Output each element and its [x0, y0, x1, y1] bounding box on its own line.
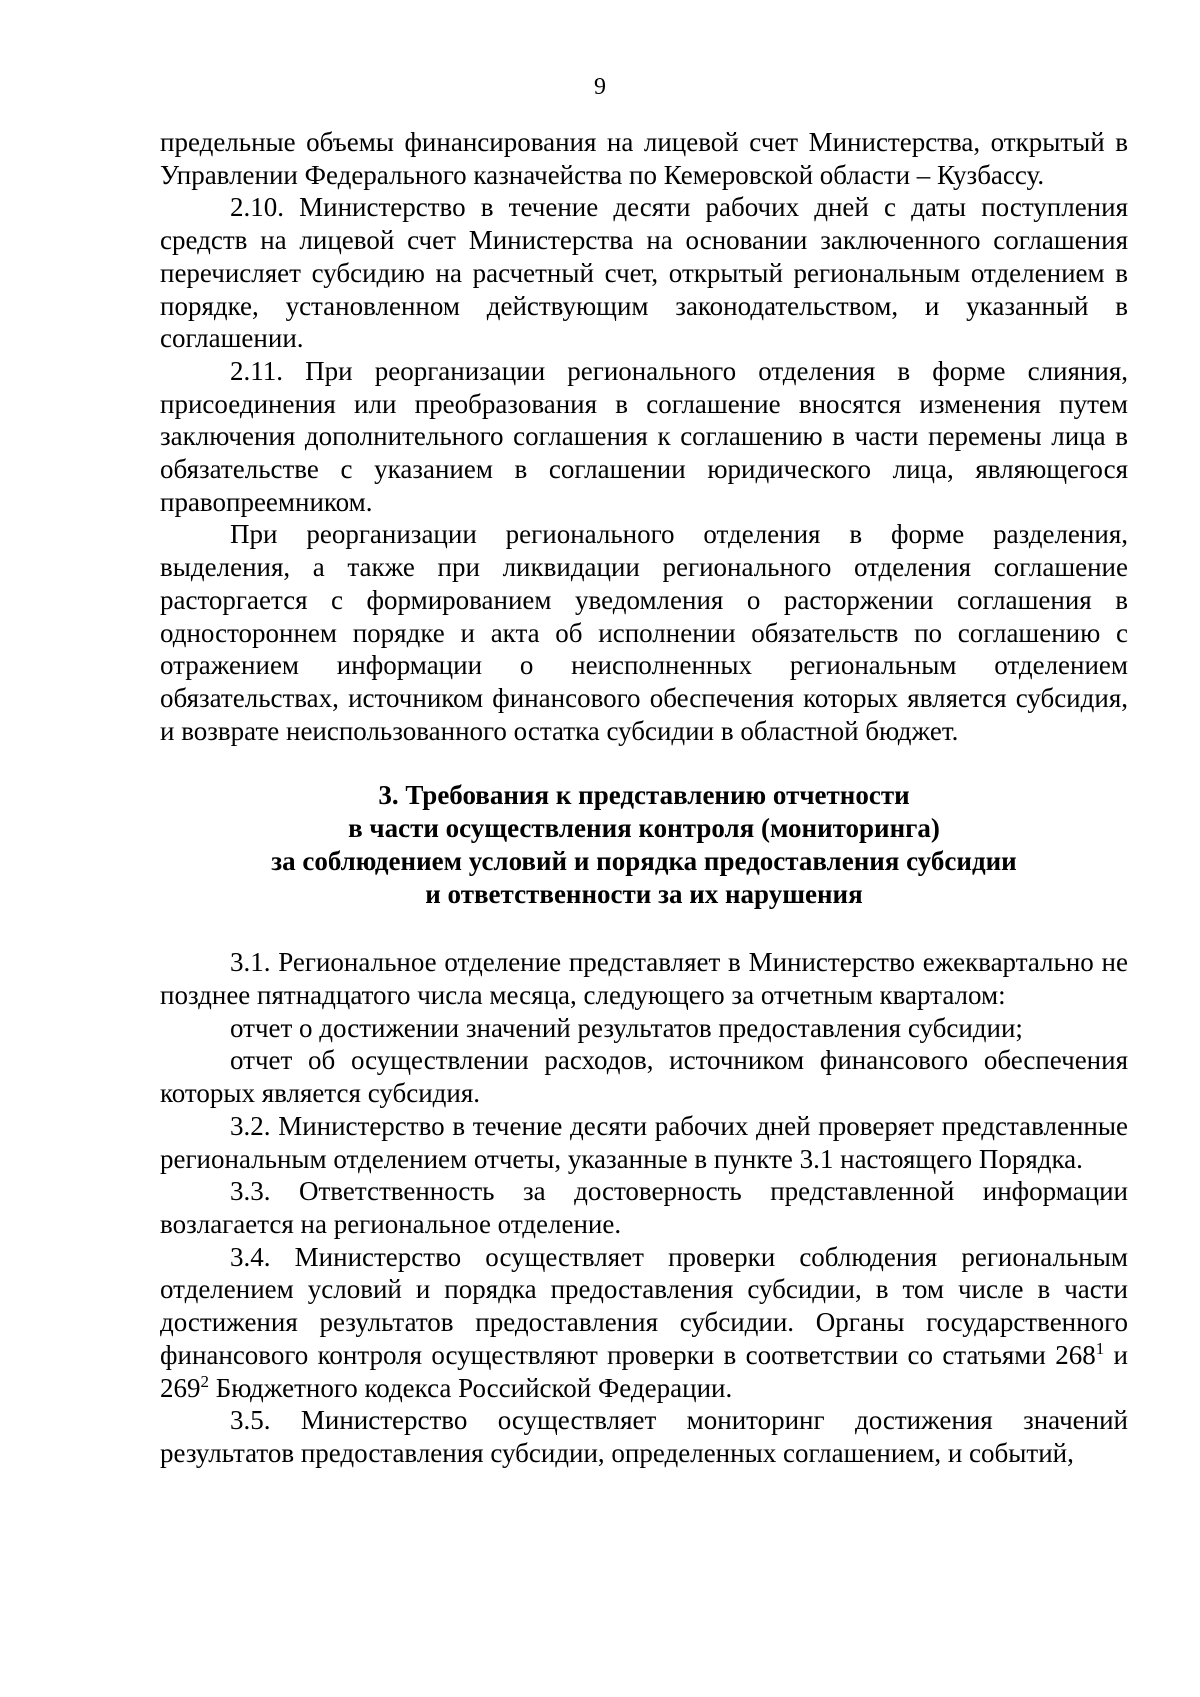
- paragraph-3-4: [160, 1241, 1128, 1405]
- section-title-line: за соблюдением условий и порядка предоставления субсидии: [271, 846, 1017, 877]
- paragraph-cont: предельные объемы финансирования на лицевой счет Министерства, открытый в Управлении Федерального казначейства по Кемеровской области – Кузбассу.: [160, 127, 1128, 190]
- paragraph-3-2: 3.2. Министерство в течение десяти рабочих дней проверяет представленные региональным отделением отчеты, указанные в пункте 3.1 настоящего Порядка.: [160, 1110, 1128, 1174]
- section-title-line: и ответственности за их нарушения: [425, 879, 863, 910]
- paragraph-text: 3.4. Министерство осуществляет проверки соблюдения региональным отделением условий и порядка предоставления субсидии, в том числе в части достижения результатов предоставления субсидии. Органы государственного финансового контроля осуществляют проверки в соответствии со статьями 268: [160, 1241, 1128, 1370]
- paragraph-3-1b: отчет об осуществлении расходов, источником финансового обеспечения которых является субсидия.: [160, 1045, 1128, 1109]
- paragraphs-before: [160, 126, 1128, 747]
- paragraph-text: и 269: [160, 1339, 1128, 1403]
- paragraph-text: Бюджетного кодекса Российской Федерации.: [209, 1372, 733, 1403]
- paragraph-2-11: 2.11. При реорганизации регионального отделения в форме слияния, присоединения или преобразования в соглашение вносятся изменения путем заключения дополнительного соглашения к соглашению в части перемены лица в обязательстве с указанием в соглашении юридического лица, являющегося правопреемником.: [160, 355, 1128, 517]
- superscript: 2: [200, 1371, 209, 1391]
- section-title-line: в части осуществления контроля (мониторинга): [348, 813, 940, 844]
- section-3-title: [160, 779, 1128, 911]
- paragraphs-after: [160, 946, 1128, 1240]
- paragraph-3-5: 3.5. Министерство осуществляет мониторинг достижения значений результатов предоставления субсидии, определенных соглашением, и событий,: [160, 1405, 1128, 1468]
- superscript: 1: [1095, 1338, 1105, 1358]
- section-title-line: 3. Требования к представлению отчетности: [378, 780, 910, 811]
- page-number: 9: [594, 74, 606, 100]
- paragraph-3-1a: отчет о достижении значений результатов предоставления субсидии;: [230, 1012, 1023, 1043]
- paragraph-2-11b: При реорганизации регионального отделения в форме разделения, выделения, а также при ликвидации регионального отделения соглашение расторгается с формированием уведомления о расторжении соглашения в одностороннем порядке и акта об исполнении обязательств по соглашению с отражением информации о неисполненных региональным отделением обязательствах, источником финансового обеспечения которых является субсидия, и возврате неиспользованного остатка субсидии в областной бюджет.: [160, 519, 1128, 746]
- paragraph-3-1: 3.1. Региональное отделение представляет в Министерство ежеквартально не позднее пятнадцатого числа месяца, следующего за отчетным кварталом:: [160, 947, 1128, 1011]
- paragraph-2-10: 2.10. Министерство в течение десяти рабочих дней с даты поступления средств на лицевой счет Министерства на основании заключенного соглашения перечисляет субсидию на расчетный счет, открытый региональным отделением в порядке, установленном действующим законодательством, и указанный в соглашении.: [160, 192, 1128, 354]
- document-body: [160, 126, 1128, 1470]
- paragraph-3-3: 3.3. Ответственность за достоверность представленной информации возлагается на региональное отделение.: [160, 1176, 1128, 1239]
